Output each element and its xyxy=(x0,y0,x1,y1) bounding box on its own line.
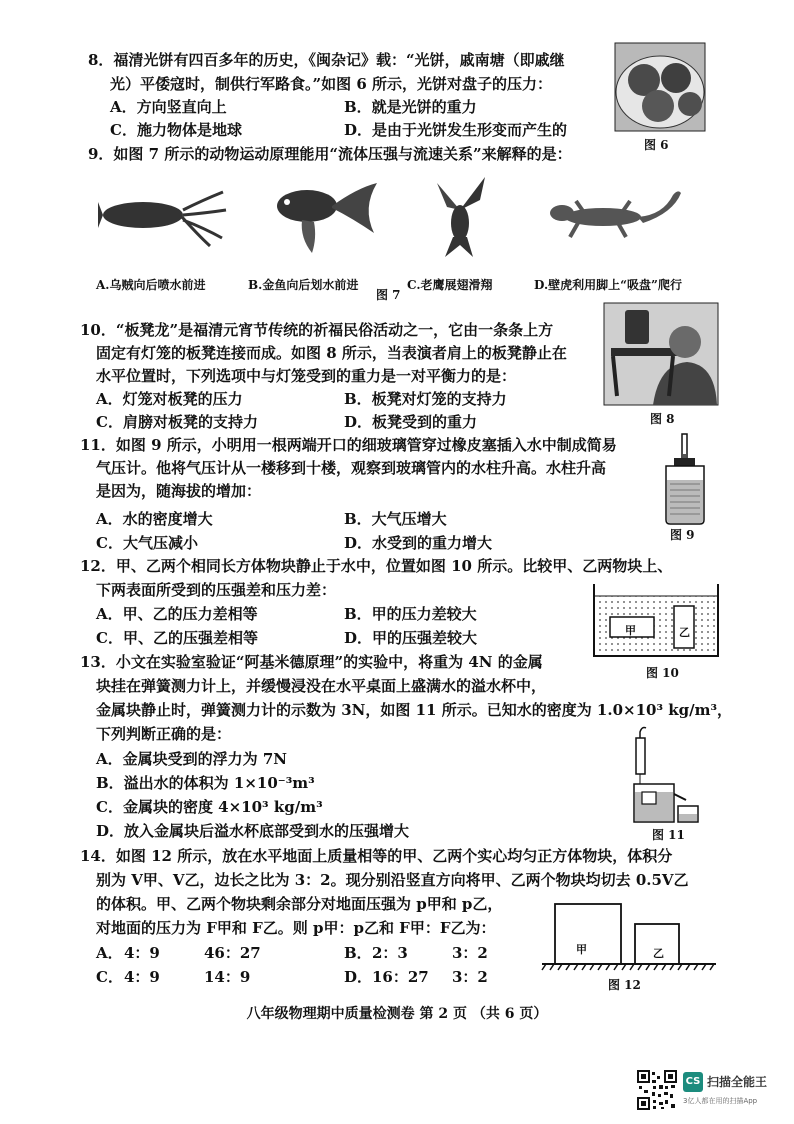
q9-option-b: B.金鱼向后划水前进 xyxy=(248,278,359,292)
q11-option-a: A．水的密度增大 xyxy=(96,510,213,528)
scanner-app-name: 扫描全能王 xyxy=(707,1075,768,1089)
figure-10-label-jia: 甲 xyxy=(625,624,636,637)
q14-option-a-letter: A． xyxy=(96,944,123,962)
q14-option-b-letter: B． xyxy=(344,944,372,962)
q14-line4: 对地面的压力为 F甲和 F乙。则 p甲：p乙和 F甲：F乙为： xyxy=(96,919,496,937)
q11-option-c: C．大气压减小 xyxy=(96,534,198,552)
figure-7-caption: 图 7 xyxy=(376,288,401,302)
figure-12-label-yi: 乙 xyxy=(653,947,664,960)
q13-line4: 下列判断正确的是： xyxy=(96,725,232,743)
q8-option-d: D．是由于光饼发生形变而产生的 xyxy=(344,121,568,139)
q10-option-d: D．板凳受到的重力 xyxy=(344,413,478,431)
figure-6-guangbing-photo xyxy=(614,42,706,132)
qr-code-image xyxy=(637,1070,677,1110)
q14-option-a-ratio1: 4：9 xyxy=(124,944,160,962)
figure-8-caption: 图 8 xyxy=(650,412,675,426)
q11-line1: 11．如图 9 所示，小明用一根两端开口的细玻璃管穿过橡皮塞插入水中制成简易 xyxy=(80,436,617,454)
q12-option-d: D．甲的压强差较大 xyxy=(344,629,478,647)
q11-option-b: B．大气压增大 xyxy=(344,510,447,528)
q12-option-a: A．甲、乙的压力差相等 xyxy=(96,605,258,623)
figure-12-caption: 图 12 xyxy=(608,978,641,992)
figure-12-label-jia: 甲 xyxy=(576,943,587,956)
q14-line2: 别为 V甲、V乙，边长之比为 3：2。现分别沿竖直方向将甲、乙两个物块均切去 0.5V乙 xyxy=(96,871,689,889)
q14-option-b-ratio1: 2：3 xyxy=(372,944,408,962)
q12-line2: 下两表面所受到的压强差和压力差： xyxy=(96,581,337,599)
figure-10-caption: 图 10 xyxy=(646,666,679,680)
q14-option-c-ratio2: 14：9 xyxy=(204,968,251,986)
q11-line2: 气压计。他将气压计从一楼移到十楼，观察到玻璃管内的水柱升高。水柱升高 xyxy=(96,459,607,477)
q12-line1: 12．甲、乙两个相同长方体物块静止于水中，位置如图 10 所示。比较甲、乙两物块上、 xyxy=(80,557,673,575)
figure-6-caption: 图 6 xyxy=(644,138,669,152)
q14-option-c-letter: C． xyxy=(96,968,123,986)
goldfish-image xyxy=(262,178,382,258)
q9-option-d: D.壁虎利用脚上“吸盘”爬行 xyxy=(534,278,682,292)
q14-option-a-ratio2: 46：27 xyxy=(204,944,261,962)
q14-option-d-ratio2: 3：2 xyxy=(452,968,488,986)
q10-line3: 水平位置时，下列选项中与灯笼受到的重力是一对平衡力的是： xyxy=(96,367,517,385)
q10-option-b: B．板凳对灯笼的支持力 xyxy=(344,390,507,408)
q10-option-a: A．灯笼对板凳的压力 xyxy=(96,390,243,408)
gecko-image xyxy=(548,185,688,245)
q13-line1: 13．小文在实验室验证“阿基米德原理”的实验中，将重为 4N 的金属 xyxy=(80,653,543,671)
figure-10-blocks-in-water-diagram xyxy=(592,582,720,658)
q9-option-c: C.老鹰展翅滑翔 xyxy=(407,278,493,292)
q8-option-a: A．方向竖直向上 xyxy=(110,98,227,116)
q10-line1: 10．“板凳龙”是福清元宵节传统的祈福民俗活动之一，它由一条条上方 xyxy=(80,321,554,339)
q14-option-b-ratio2: 3：2 xyxy=(452,944,488,962)
q13-option-c: C．金属块的密度 4×10³ kg/m³ xyxy=(96,798,323,816)
q13-option-b: B．溢出水的体积为 1×10⁻³m³ xyxy=(96,774,315,792)
q13-line2: 块挂在弹簧测力计上，并缓慢浸没在水平桌面上盛满水的溢水杯中， xyxy=(96,677,547,695)
camscanner-logo-icon: CS xyxy=(683,1072,703,1092)
scanner-tagline: 3亿人都在用的扫描App xyxy=(683,1097,758,1105)
q9-option-a: A.乌贼向后喷水前进 xyxy=(96,278,206,292)
q10-option-c: C．肩膀对板凳的支持力 xyxy=(96,413,258,431)
eagle-image xyxy=(425,175,495,260)
figure-11-caption: 图 11 xyxy=(652,828,685,842)
figure-11-overflow-cup-diagram xyxy=(628,726,702,826)
q9-line1: 9．如图 7 所示的动物运动原理能用“流体压强与流速关系”来解释的是： xyxy=(88,145,572,163)
q14-option-d-letter: D． xyxy=(344,968,373,986)
q14-line1: 14．如图 12 所示，放在水平地面上质量相等的甲、乙两个实心均匀正方体物块，体积分 xyxy=(80,847,673,865)
q14-line3: 的体积。甲、乙两个物块剩余部分对地面压强为 p甲和 p乙， xyxy=(96,895,503,913)
q13-line3: 金属块静止时，弹簧测力计的示数为 3N，如图 11 所示。已知水的密度为 1.0×10³ kg/m³， xyxy=(96,701,733,719)
q8-line1: 8．福清光饼有四百多年的历史，《闽杂记》载：“光饼，戚南塘（即戚继 xyxy=(88,51,565,69)
q12-option-c: C．甲、乙的压强差相等 xyxy=(96,629,258,647)
figure-9-barometer-diagram xyxy=(660,432,710,526)
scanner-brand xyxy=(683,1068,787,1108)
figure-8-bench-dragon-photo xyxy=(603,302,719,406)
q10-line2: 固定有灯笼的板凳连接而成。如图 8 所示，当表演者肩上的板凳静止在 xyxy=(96,344,567,362)
q13-option-d: D．放入金属块后溢水杯底部受到水的压强增大 xyxy=(96,822,410,840)
q14-option-d-ratio1: 16：27 xyxy=(372,968,429,986)
q11-line3: 是因为，随海拔的增加： xyxy=(96,482,262,500)
figure-10-label-yi: 乙 xyxy=(679,626,690,639)
figure-9-caption: 图 9 xyxy=(670,528,695,542)
q13-option-a: A．金属块受到的浮力为 7N xyxy=(96,750,288,768)
q8-option-c: C．施力物体是地球 xyxy=(110,121,242,139)
q14-option-c-ratio1: 4：9 xyxy=(124,968,160,986)
q12-option-b: B．甲的压力差较大 xyxy=(344,605,477,623)
q11-option-d: D．水受到的重力增大 xyxy=(344,534,493,552)
page-footer: 八年级物理期中质量检测卷 第 2 页 （共 6 页） xyxy=(246,1006,548,1022)
q8-line2: 光）平倭寇时，制供行军路食。”如图 6 所示，光饼对盘子的压力： xyxy=(110,75,553,93)
q8-option-b: B．就是光饼的重力 xyxy=(344,98,477,116)
figure-12-cubes-diagram xyxy=(540,900,718,972)
squid-image xyxy=(98,180,228,250)
